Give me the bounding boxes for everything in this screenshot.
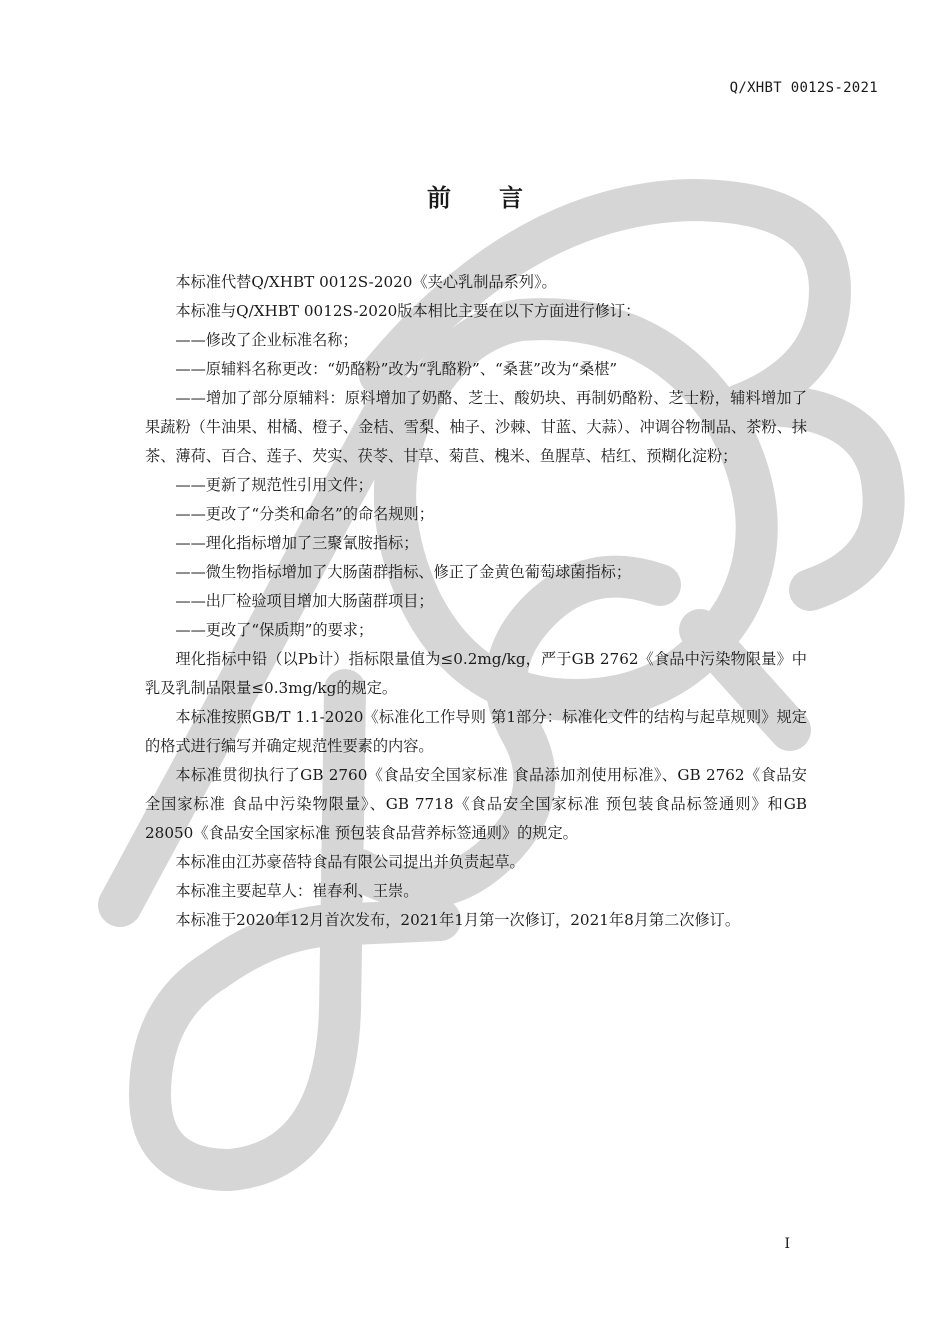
paragraph: ——更新了规范性引用文件； bbox=[175, 476, 373, 494]
paragraph: 本标准于2020年12月首次发布，2021年1月第一次修订，2021年8月第二次修订。 bbox=[175, 911, 741, 929]
document-code: Q/XHBT 0012S-2021 bbox=[729, 80, 878, 96]
paragraph: 本标准主要起草人：崔春利、王崇。 bbox=[175, 882, 419, 900]
paragraph: 本标准代替Q/XHBT 0012S-2020《夹心乳制品系列》。 bbox=[175, 273, 557, 291]
paragraph: 本标准贯彻执行了GB 2760《食品安全国家标准 食品添加剂使用标准》、GB 2762《食品安全国家标准 食品中污染物限量》、GB 7718《食品安全国家标准 预包装食品标签通则》和GB 28050《食品安全国家标准 预包装食品营养标签通则》的规定。 bbox=[145, 766, 807, 842]
paragraph: ——更改了“分类和命名”的命名规则； bbox=[175, 505, 434, 523]
paragraph: ——更改了“保质期”的要求； bbox=[175, 621, 374, 639]
foreword-body bbox=[145, 268, 807, 935]
paragraph: ——修改了企业标准名称； bbox=[175, 331, 358, 349]
paragraph: ——出厂检验项目增加大肠菌群项目； bbox=[175, 592, 434, 610]
paragraph: 本标准与Q/XHBT 0012S-2020版本相比主要在以下方面进行修订： bbox=[175, 302, 641, 320]
paragraph: ——原辅料名称更改：“奶酪粉”改为“乳酪粉”、“桑葚”改为“桑椹” bbox=[175, 360, 618, 378]
paragraph: ——理化指标增加了三聚氰胺指标； bbox=[175, 534, 419, 552]
paragraph: ——微生物指标增加了大肠菌群指标、修正了金黄色葡萄球菌指标； bbox=[175, 563, 632, 581]
paragraph: ——增加了部分原辅料：原料增加了奶酪、芝士、酸奶块、再制奶酪粉、芝士粉，辅料增加了果蔬粉（牛油果、柑橘、橙子、金桔、雪梨、柚子、沙棘、甘蓝、大蒜）、冲调谷物制品、茶粉、抹茶、薄荷、百合、莲子、芡实、茯苓、甘草、菊苣、槐米、鱼腥草、桔红、预糊化淀粉； bbox=[145, 389, 807, 465]
page-number: I bbox=[784, 1236, 790, 1252]
paragraph: 本标准按照GB/T 1.1-2020《标准化工作导则 第1部分：标准化文件的结构与起草规则》规定的格式进行编写并确定规范性要素的内容。 bbox=[145, 708, 807, 755]
section-title: 前言 bbox=[427, 183, 571, 212]
paragraph: 本标准由江苏豪蓓特食品有限公司提出并负责起草。 bbox=[175, 853, 525, 871]
paragraph: 理化指标中铅（以Pb计）指标限量值为≤0.2mg/kg，严于GB 2762《食品中污染物限量》中乳及乳制品限量≤0.3mg/kg的规定。 bbox=[145, 650, 807, 697]
